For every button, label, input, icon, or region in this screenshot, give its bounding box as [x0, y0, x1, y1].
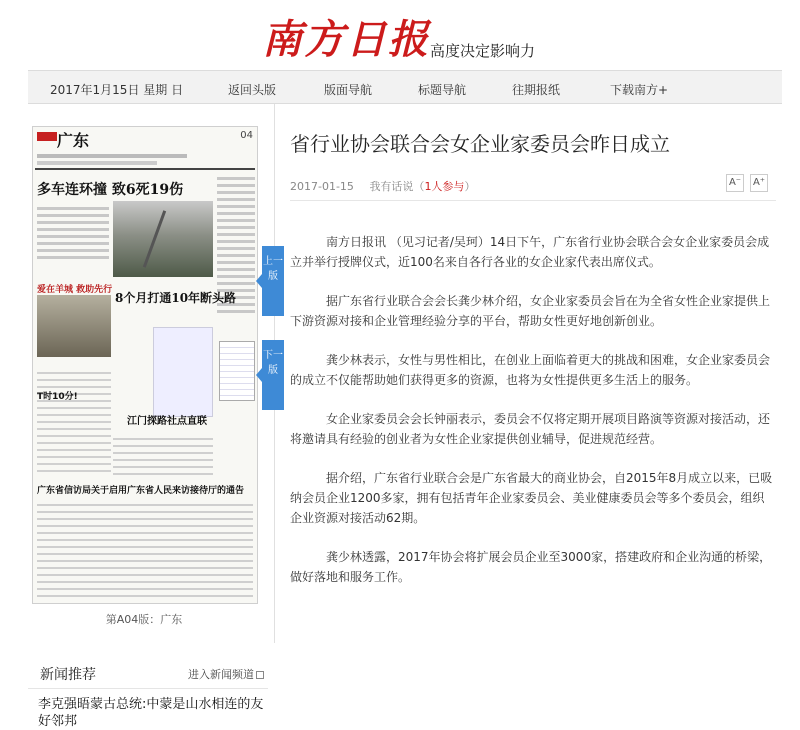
article-paragraph: 据广东省行业联合会会长龚少林介绍，女企业家委员会旨在为全省女性企业家提供上下游资源对接和企业管理经验分享的平台，帮助女性更好地创新创业。: [290, 294, 771, 328]
recommend-title: 新闻推荐: [40, 667, 96, 683]
prev-page-label: 上一版: [263, 256, 283, 282]
article-paragraph: 龚少林透露，2017年协会将扩展会员企业至3000家，搭建政府和企业沟通的桥梁，做好落地和服务工作。: [290, 550, 772, 584]
divider: [28, 688, 268, 689]
article-paragraph: 女企业家委员会会长钟丽表示，委员会不仅将定期开展项目路演等资源对接活动，还将邀请具有经验的创业者为女性企业家提供创业辅导，促进规范经营。: [290, 412, 771, 446]
article-date: 2017-01-15: [290, 180, 354, 193]
nav-item-archive[interactable]: 往期报纸: [512, 83, 561, 97]
font-smaller-button[interactable]: A⁻: [726, 174, 744, 192]
thumb-subline: [37, 161, 157, 165]
thumb-chart: [153, 327, 213, 417]
thumb-text-block: [37, 207, 109, 263]
thumb-logo: [37, 132, 57, 141]
thumb-table: [219, 341, 255, 401]
thumb-photo: [37, 295, 111, 357]
thumb-region: 广东: [57, 131, 90, 150]
comment-label-end: ）: [464, 180, 476, 193]
thumb-headline: 多车连环撞 致6死19伤: [37, 182, 184, 198]
font-larger-button[interactable]: A⁺: [750, 174, 768, 192]
article-paragraph: 南方日报讯 （见习记者/吴珂）14日下午，广东省行业协会联合会女企业家委员会成立并举行授牌仪式，近100名来自各行各业的女企业家代表出席仪式。: [290, 235, 770, 269]
recommend-more-label: 进入新闻频道: [188, 668, 254, 681]
external-link-icon: [256, 671, 264, 679]
nav-item-download[interactable]: 下载南方+: [610, 83, 669, 97]
thumb-masthead: [35, 130, 255, 170]
next-page-label: 下一版: [263, 350, 283, 376]
nav-item-front-page[interactable]: 返回头版: [228, 83, 277, 97]
site-logo[interactable]: 南方日报: [262, 16, 430, 63]
thumb-headline: 广东省信访局关于启用广东省人民来访接待厅的通告: [37, 486, 245, 496]
recommend-item-link[interactable]: 李克强晤蒙古总统:中蒙是山水相连的友好邻邦: [38, 697, 264, 729]
divider: [290, 200, 776, 201]
left-column: [28, 104, 275, 729]
thumb-subline: [37, 154, 187, 158]
next-page-tab[interactable]: [262, 340, 284, 410]
article-title: 省行业协会联合会女企业家委员会昨日成立: [290, 132, 670, 156]
thumb-headline: 8个月打通10年断头路: [115, 291, 237, 305]
thumb-headline: 江门探路社点直联: [127, 416, 207, 427]
article-paragraph: 据介绍，广东省行业联合会是广东省最大的商业协会，自2015年8月成立以来，已吸纳会员企业1200多家，拥有包括青年企业家委员会、美业健康委员会等多个委员会，组织企业资源对接活动62期。: [290, 471, 773, 525]
top-nav: [28, 70, 782, 104]
comment-link[interactable]: [369, 180, 475, 193]
participants-count: 1人参与: [424, 180, 465, 193]
recommend-more-link[interactable]: [188, 666, 264, 682]
thumb-text-block: [37, 367, 111, 477]
thumb-headline: T时10分!: [37, 392, 78, 402]
site-slogan: 高度决定影响力: [430, 42, 536, 60]
nav-item-title-nav[interactable]: 标题导航: [418, 83, 467, 97]
comment-label: 我有话说（: [369, 180, 425, 193]
site-header: [0, 0, 800, 68]
article-paragraph: 龚少林表示，女性与男性相比，在创业上面临着更大的挑战和困难，女企业家委员会的成立不仅能帮助她们获得更多的资源，也将为女性提供更多生活上的服务。: [290, 353, 771, 387]
newspaper-page-thumbnail[interactable]: [32, 126, 258, 604]
article-meta: [290, 178, 475, 194]
prev-page-tab[interactable]: [262, 246, 284, 316]
nav-date: 2017年1月15日 星期 日: [50, 83, 184, 97]
thumb-headline: 爱在羊城 救助先行: [37, 285, 113, 295]
thumb-text-block: [113, 433, 213, 477]
thumb-page-number: 04: [240, 130, 253, 141]
thumb-text-block: [37, 499, 253, 599]
article-body: [290, 232, 776, 606]
nav-item-page-nav[interactable]: 版面导航: [324, 83, 373, 97]
page-caption[interactable]: 第A04版：广东: [105, 613, 183, 626]
